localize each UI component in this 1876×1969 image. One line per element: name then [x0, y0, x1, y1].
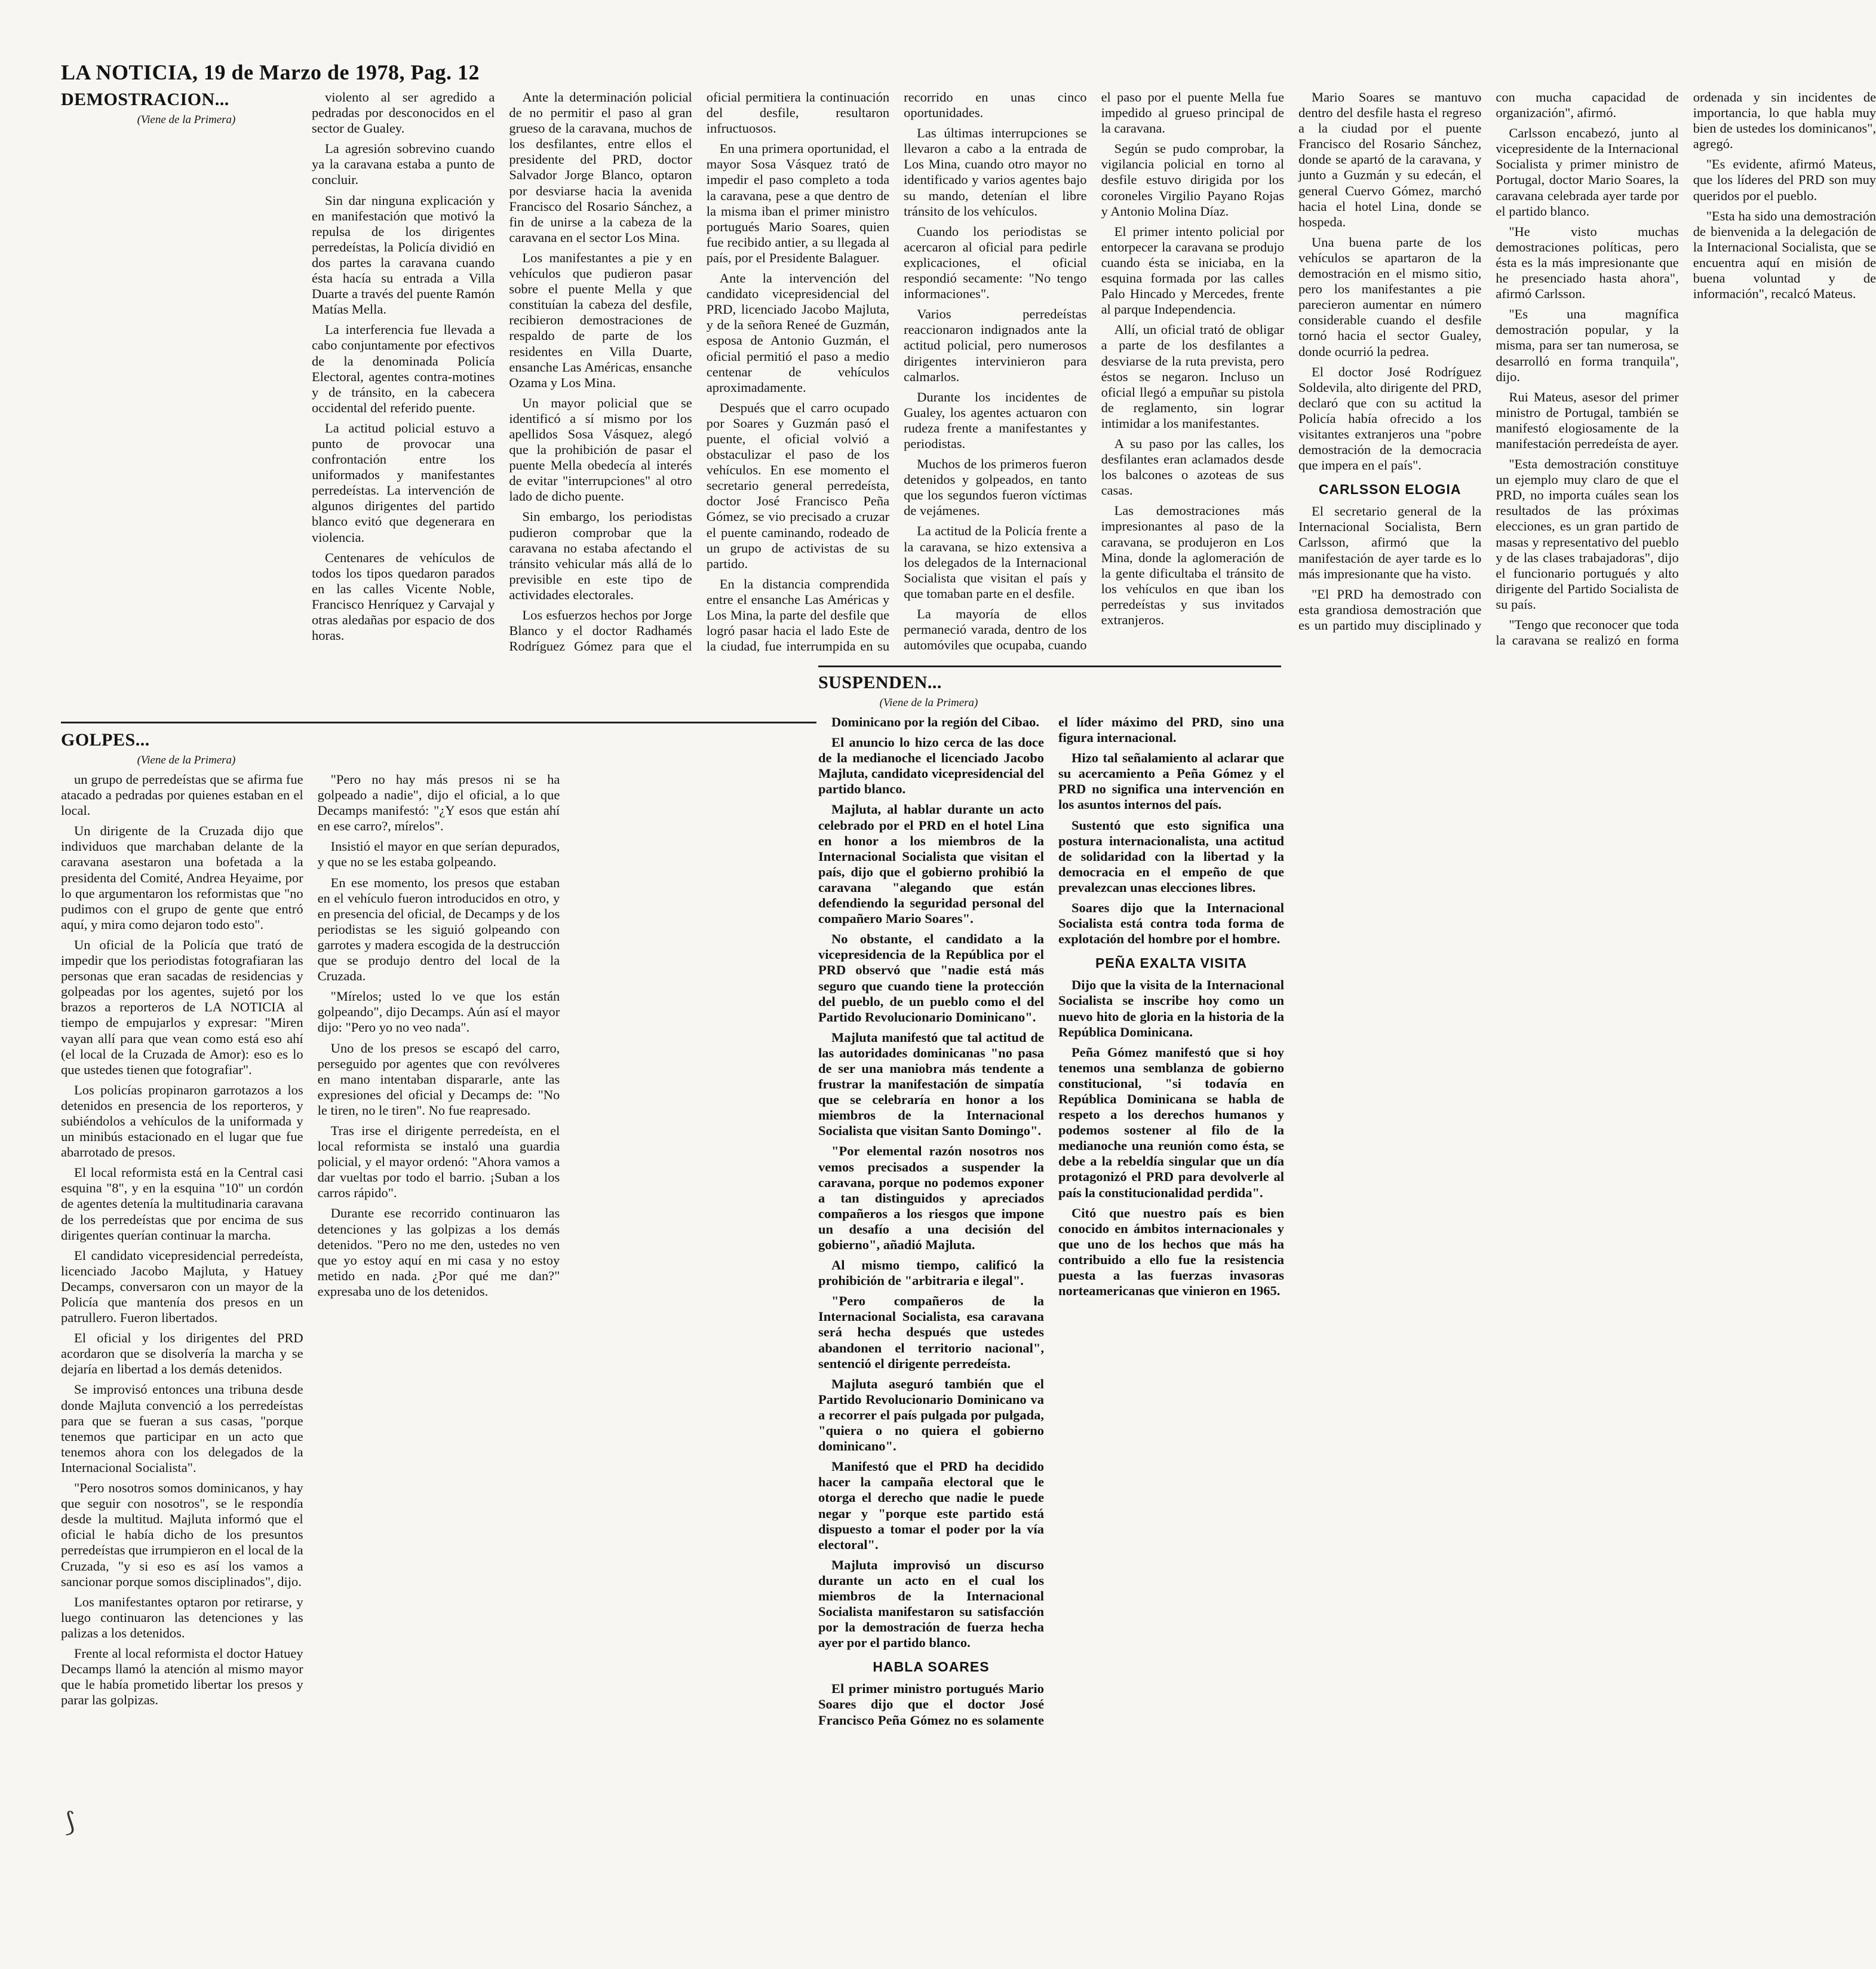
demostracion-paragraph: La actitud policial estuvo a punto de provocar una confrontación entre los uniformados y manifestantes perredeístas. La intervención de algunos dirigentes del partido blanco evitó que degenerara en violencia.: [312, 420, 495, 545]
demostracion-paragraph: Según se pudo comprobar, la vigilancia policial en torno al desfile estuvo dirigida por los coroneles Virgilio Payano Rojas y Antonio Molina Díaz.: [1101, 141, 1284, 219]
golpes-paragraph: Insistió el mayor en que serían depurados, y que no se les estaba golpeando.: [317, 839, 560, 870]
suspenden-paragraph: El anuncio lo hizo cerca de las doce de la medianoche el licenciado Jacobo Majluta, candidato vicepresidencial del partido blanco.: [818, 735, 1044, 797]
golpes-paragraph: Durante ese recorrido continuaron las detenciones y las golpizas a los demás detenidos. "Pero no me den, ustedes no ven que yo estoy aquí en mi casa y no estoy metido en nada. ¿Por qué me dan?" expresaba uno de los detenidos.: [317, 1206, 560, 1299]
soares-paragraph: Hizo tal señalamiento al aclarar que su acercamiento a Peña Gómez y el PRD no significa una intervención en los asuntos internos del país.: [1058, 750, 1284, 812]
article-body-golpes: [61, 772, 816, 1740]
demostracion-paragraph: Varios perredeístas reaccionaron indignados ante la actitud policial, pero numerosos dirigentes intervinieron para calmarlos.: [904, 306, 1087, 384]
suspenden-paragraph: Majluta, al hablar durante un acto celebrado por el PRD en el hotel Lina en honor a los miembros de la Internacional Socialista que visitan el país, dijo que el gobierno prohibió la caravana "alegando que están defendiendo la seguridad personal del compañero Mario Soares".: [818, 802, 1044, 927]
carlsson-paragraph: Rui Mateus, asesor del primer ministro de Portugal, también se manifestó elogiosamente de la manifestación perredeísta de ayer.: [1496, 389, 1679, 451]
article-subtitle-suspenden: (Viene de la Primera): [879, 697, 978, 709]
soares-paragraph: El primer ministro portugués Mario Soares dijo que el doctor José Francisco Peña Gómez no es solamente el líder máximo del PRD, sino una figura internacional.: [818, 714, 1284, 1728]
demostracion-paragraph: En una primera oportunidad, el mayor Sosa Vásquez trató de impedir el paso completo a toda la caravana, pese a que dentro de la misma iban el primer ministro portugués Mario Soares, quien fue recibido antier, a su llegada al país, por el Presidente Balaguer.: [706, 141, 890, 265]
soares-paragraph: Soares dijo que la Internacional Socialista está contra toda forma de explotación del hombre por el hombre.: [1058, 900, 1284, 947]
article-suspenden: [818, 673, 1284, 1760]
article-body-suspenden: [818, 714, 1284, 1742]
suspenden-paragraph: Manifestó que el PRD ha decidido hacer la campaña electoral que le otorga el derecho que nadie le puede negar y "porque este partido está dispuesto a tomar el poder por la vía electoral".: [818, 1459, 1044, 1552]
demostracion-paragraph: Ante la intervención del candidato vicepresidencial del PRD, licenciado Jacobo Majluta, y de la señora Reneé de Guzmán, esposa de Antonio Guzmán, el oficial permitió el paso a medio centenar de vehículos aproximadamente.: [706, 271, 890, 395]
demostracion-paragraph: Las últimas interrupciones se llevaron a cabo a la entrada de Los Mina, cuando otro mayor no identificado y varios agentes bajo su mando, detenían el libre tránsito de los vehículos.: [904, 125, 1087, 219]
pena-paragraph: Peña Gómez manifestó que si hoy tenemos una semblanza de gobierno constitucional, "si todavía en República Dominicana se habla de respeto a los derechos humanos y podemos sostener al filo de la medianoche una reunión como ésta, se debe a la rebeldía singular que un día protagonizó el PRD para devolverle al país la constitucionalidad perdida".: [1058, 1044, 1284, 1200]
golpes-paragraph: Frente al local reformista el doctor Hatuey Decamps llamó la atención al mismo mayor que le había prometido libertar los presos y parar las golpizas.: [61, 1645, 303, 1708]
golpes-paragraph: Los policías propinaron garrotazos a los detenidos en presencia de los reporteros, y subiéndolos a vehículos de la uniformada y un minibús estacionado en el lugar que fue abarrotado de presos.: [61, 1082, 303, 1160]
carlsson-paragraph: "Esta ha sido una demostración de bienvenida a la delegación de la Internacional Socialista, que se encuentra aquí en misión de buena voluntad y de información", recalcó Mateus.: [1693, 208, 1876, 302]
golpes-paragraph: Se improvisó entonces una tribuna desde donde Majluta convenció a los perredeístas para que se fueran a sus casas, "porque tenemos que participar en un acto que tenemos ahora con los delegados de la Internacional Socialista".: [61, 1382, 303, 1475]
article-title-golpes: GOLPES...: [61, 730, 150, 750]
carlsson-paragraph: "Es evidente, afirmó Mateus, que los líderes del PRD son muy queridos por el pueblo.: [1693, 157, 1876, 203]
pena-paragraph: Dijo que la visita de la Internacional Socialista se inscribe hoy como un nuevo hito de gloria en la historia de la República Dominicana.: [1058, 977, 1284, 1039]
demostracion-paragraph: Los esfuerzos hechos por Jorge Blanco y el doctor Radhamés Rodríguez Gómez para que el oficial permitiera la continuación del desfile, resultaron infructuosos.: [509, 90, 890, 654]
section-rule-right: [818, 665, 1281, 667]
demostracion-paragraph: La mayoría de ellos permaneció varada, dentro de los automóviles que ocupaba, cuando el paso por el puente Mella fue impedido al grueso principal de la caravana.: [904, 90, 1284, 653]
demostracion-paragraph: El doctor José Rodríguez Soldevila, alto dirigente del PRD, declaró que con su actitud la Policía había ofrecido a los visitantes extranjeros una "pobre demostración de la democracia que impera en el país".: [1298, 364, 1482, 473]
demostracion-paragraph: La agresión sobrevino cuando ya la caravana estaba a punto de concluir.: [312, 141, 495, 188]
carlsson-paragraph: "El PRD ha demostrado con esta grandiosa demostración que es un partido muy disciplinado y con mucha capacidad de organización", afirmó.: [1298, 90, 1679, 633]
soares-paragraph: Sustentó que esto significa una postura internacionalista, una actitud de solidaridad con la libertad y la democracia en el empeño de que prevalezcan unas elecciones libres.: [1058, 817, 1284, 895]
demostracion-paragraph: El primer intento policial por entorpecer la caravana se produjo cuando ésta se iniciaba, en la esquina formada por las calles Palo Hincado y Mercedes, frente al parque Independencia.: [1101, 223, 1284, 317]
demostracion-paragraph: Los manifestantes a pie y en vehículos que pudieron pasar sobre el puente Mella y que constituían la cabeza del desfile, recibieron demostraciones de respaldo de parte de los residentes en Villa Duarte, ensanche Las Américas, ensanche Ozama y Los Mina.: [509, 250, 692, 390]
carlsson-paragraph: "Esta demostración constituye un ejemplo muy claro de que el PRD, no importa cuáles sean los resultados de las próximas elecciones, es un gran partido de masas y representativo del pueblo y de las clases trabajadoras", dijo el funcionario portugués y alto dirigente del Partido Socialista de su país.: [1496, 456, 1679, 612]
suspenden-paragraph: No obstante, el candidato a la vicepresidencia de la República por el PRD observó que "nadie está más seguro que cuando tiene la protección del pueblo, de un pueblo como el del Partido Revolucionario Dominicano".: [818, 931, 1044, 1025]
demostracion-paragraph: Sin dar ninguna explicación y en manifestación que motivó la repulsa de los dirigentes perredeístas, la Policía dividió en dos partes la caravana cuando ésta hacía su entrada a Villa Duarte a través del puente Ramón Matías Mella.: [312, 192, 495, 317]
demostracion-paragraph: Durante los incidentes de Gualey, los agentes actuaron con rudeza frente a manifestantes y periodistas.: [904, 389, 1087, 451]
golpes-paragraph: Uno de los presos se escapó del carro, perseguido por agentes que con revólveres en mano intentaban dispararle, ante las expresiones del oficial y Decamps de: "No le tiren, no le tiren". No fue reapresado.: [317, 1040, 560, 1118]
golpes-paragraph: "Pero nosotros somos dominicanos, y hay que seguir con nosotros", se le respondía desde la multitud. Majluta informó que el oficial le había dicho de los presuntos perredeístas que irrumpieron en el local de la Cruzada, "y si eso es así los vamos a sancionar porque somos disciplinados", dijo.: [61, 1480, 303, 1589]
carlsson-paragraph: El secretario general de la Internacional Socialista, Bern Carlsson, afirmó que la manifestación de ayer tarde es lo más impresionante que ha visto.: [1298, 504, 1482, 581]
carlsson-paragraph: "Es una magnífica demostración popular, y la misma, para ser tan numerosa, se desarrolló en forma tranquila", dijo.: [1496, 306, 1679, 384]
golpes-paragraph: Tras irse el dirigente perredeísta, en el local reformista se instaló una guardia policial, y el mayor ordenó: "Ahora vamos a dar vueltas por todo el barrio. ¡Suban a los carros rápido".: [317, 1122, 560, 1201]
paragraph-group-pena: [1058, 977, 1284, 1299]
golpes-paragraph: El local reformista está en la Central casi esquina "8", y en la esquina "10" un cordón de agentes detenía la multitudinaria caravana de los perredeístas que por encima de sus dirigentes querían continuar la marcha.: [61, 1165, 303, 1243]
demostracion-paragraph: Mario Soares se mantuvo dentro del desfile hasta el regreso a la ciudad por el puente Francisco del Rosario Sánchez, donde se apartó de la caravana, y junto a Guzmán y su edecán, el general Cuervo Gómez, marchó hacia el hotel Lina, donde se hospeda.: [1298, 90, 1482, 229]
suspenden-paragraph: Al mismo tiempo, calificó la prohibición de "arbitraria e ilegal".: [818, 1258, 1044, 1289]
subhead-habla-soares: HABLA SOARES: [873, 1659, 990, 1675]
golpes-paragraph: Un dirigente de la Cruzada dijo que individuos que marchaban delante de la caravana asestaron una bofetada a la presidenta del Comité, Andrea Heyaime, por lo que argumentaron los reformistas que "no pudimos con el grupo de gente que entró aquí, y mira como dejaron todo esto".: [61, 823, 303, 932]
golpes-paragraph: "Mírelos; usted lo ve que los están golpeando", dijo Decamps. Aún así el mayor dijo: "Pero yo no veo nada".: [317, 989, 560, 1035]
carlsson-paragraph: Carlsson encabezó, junto al vicepresidente de la Internacional Socialista y primer ministro de Portugal, doctor Mario Soares, la caravana celebrada ayer tarde por el partido blanco.: [1496, 125, 1679, 219]
demostracion-paragraph: violento al ser agredido a pedradas por desconocidos en el sector de Gualey.: [312, 90, 495, 136]
golpes-paragraph: Los manifestantes optaron por retirarse, y luego continuaron las detenciones y las palizas a los detenidos.: [61, 1594, 303, 1640]
demostracion-paragraph: A su paso por las calles, los desfilantes eran aclamados desde los balcones o azoteas de sus casas.: [1101, 435, 1284, 498]
carlsson-paragraph: "He visto muchas demostraciones políticas, pero ésta es la más impresionante que he presenciado hasta ahora", afirmó Carlsson.: [1496, 223, 1679, 302]
article-subtitle: (Viene de la Primera): [137, 114, 236, 126]
carlsson-paragraph: "Tengo que reconocer que toda la caravana se realizó en forma ordenada y sin incidentes de importancia, lo que habla muy bien de ustedes los dominicanos", agregó.: [1496, 90, 1876, 648]
golpes-paragraph: Un oficial de la Policía que trató de impedir que los periodistas fotografiaran las personas que eran sacadas de residencias y golpeadas por los agentes, sujetó por los brazos a reporteros de LA NOTICIA al tiempo de empujarlos y expresar: "Miren vayan allí para que vean como está eso ahí (el local de la Cruzada de Amor): eso es lo que ustedes tienen que fotografiar".: [61, 937, 303, 1077]
suspenden-paragraph: "Pero compañeros de la Internacional Socialista, esa caravana será hecha después que ustedes abandonen el territorio nacional", sentenció el dirigente perredeísta.: [818, 1293, 1044, 1371]
article-golpes: [61, 730, 816, 1758]
golpes-paragraph: El oficial y los dirigentes del PRD acordaron que se disolvería la marcha y se dejaría en libertad a los demás detenidos.: [61, 1330, 303, 1377]
page-scan-mark: ⟆: [65, 1808, 75, 1837]
demostracion-paragraph: Después que el carro ocupado por Soares y Guzmán pasó el puente, el oficial volvió a obstaculizar el paso de los vehículos. En ese momento el secretario general perredeísta, doctor José Francisco Peña Gómez, se vio precisado a cruzar el puente caminando, rodeado de un grupo de activistas de su partido.: [706, 400, 890, 571]
demostracion-paragraph: Cuando los periodistas se acercaron al oficial para pedirle explicaciones, el oficial respondió secamente: "No tengo informaciones".: [904, 223, 1087, 302]
demostracion-paragraph: Las demostraciones más impresionantes al paso de la caravana, se produjeron en Los Mina, donde la aglomeración de la gente dificultaba el tránsito de los vehículos en que iban los perredeístas y sus invitados extranjeros.: [1101, 503, 1284, 627]
golpes-paragraph: "Pero no hay más presos ni se ha golpeado a nadie", dijo el oficial, a lo que Decamps manifestó: "¿Y esos que están ahí en ese carro?, mírelos".: [317, 772, 560, 834]
demostracion-paragraph: La actitud de la Policía frente a la caravana, se hizo extensiva a los delegados de la Internacional Socialista que visitan el país y que tomaban parte en el desfile.: [904, 523, 1087, 601]
subhead-carlsson: CARLSSON ELOGIA: [1318, 481, 1462, 498]
suspenden-paragraph: Majluta improvisó un discurso durante un acto en el cual los miembros de la Internacional Socialista manifestaron su satisfacción por la demostración de fuerza hecha ayer por el partido blanco.: [818, 1557, 1044, 1651]
suspenden-paragraph: Majluta manifestó que tal actitud de las autoridades dominicanas "no pasa de ser una maniobra más tendente a frustrar la manifestación de simpatía que se celebraría en honor a los miembros de la Internacional Socialista que visitan Santo Domingo".: [818, 1029, 1044, 1139]
suspenden-paragraph: Majluta aseguró también que el Partido Revolucionario Dominicano va a recorrer el país pulgada por pulgada, "quiera o no quiera el gobierno dominicano".: [818, 1376, 1044, 1454]
pena-paragraph: Citó que nuestro país es bien conocido en ámbitos internacionales y que uno de los hechos que más ha contribuido a ello fue la resistencia puesta a las fuerzas invasoras norteamericanas que vinieron en 1965.: [1058, 1205, 1284, 1299]
article-demostracion: [61, 90, 1876, 660]
article-title-demostracion: DEMOSTRACION...: [61, 90, 229, 109]
demostracion-paragraph: Una buena parte de los vehículos se apartaron de la demostración en el mismo sitio, pero los manifestantes a pie parecieron aumentar en número considerable cuando el desfile tornó hacia el sector Gualey, donde ocurrió la pedrea.: [1298, 234, 1482, 359]
demostracion-paragraph: Sin embargo, los periodistas pudieron comprobar que la caravana no estaba afectando el tránsito vehicular más allá de lo previsible en este tipo de actividades electorales.: [509, 509, 692, 602]
suspenden-paragraph: "Por elemental razón nosotros nos vemos precisados a suspender la caravana, porque no podemos exponer a tan distinguidos y apreciados compañeros a los riesgos que impone un desafío a una decisión del gobierno", añadió Majluta.: [818, 1143, 1044, 1252]
demostracion-paragraph: En la distancia comprendida entre el ensanche Las Américas y Los Mina, la parte del desfile que logró pasar hacia el lado Este de la ciudad, fue interrumpida en su recorrido en unas cinco oportunidades.: [706, 90, 1087, 654]
demostracion-paragraph: Allí, un oficial trató de obligar a parte de los desfilantes a desviarse de la ruta prevista, pero éstos se negaron. Incluso un oficial llegó a empuñar su pistola de reglamento, sin lograr intimidar a los manifestantes.: [1101, 322, 1284, 431]
golpes-paragraph: En ese momento, los presos que estaban en el vehículo fueron introducidos en otro, y en presencia del oficial, de Decamps y de los periodistas se les siguió golpeando con garrotes y madera escogida de la destrucción que se produjo dentro del local de la Cruzada.: [317, 875, 560, 984]
paragraph-group-suspenden: [818, 714, 1044, 1651]
demostracion-paragraph: Muchos de los primeros fueron detenidos y golpeados, en tanto que los segundos fueron víctimas de vejámenes.: [904, 456, 1087, 519]
golpes-paragraph: un grupo de perredeístas que se afirma fue atacado a pedradas por quienes estaban en el local.: [61, 772, 303, 818]
subhead-pena-exalta: PEÑA EXALTA VISITA: [1095, 955, 1247, 971]
page-header: LA NOTICIA, 19 de Marzo de 1978, Pag. 12: [61, 60, 480, 84]
demostracion-paragraph: Un mayor policial que se identificó a sí mismo por los apellidos Sosa Vásquez, alegó que la prohibición de pasar el puente Mella obedecía al interés de evitar "interrupciones" al otro lado de dicho puente.: [509, 395, 692, 504]
golpes-paragraph: El candidato vicepresidencial perredeísta, licenciado Jacobo Majluta, y Hatuey Decamps, conversaron con un mayor de la Policía que mantenía dos presos en un patrullero. Fueron libertados.: [61, 1247, 303, 1326]
suspenden-paragraph: Dominicano por la región del Cibao.: [831, 714, 1039, 729]
demostracion-paragraph: Centenares de vehículos de todos los tipos quedaron parados en las calles Vicente Noble, Francisco Henríquez y Carvajal y otras aledañas por espacio de dos horas.: [312, 550, 495, 643]
demostracion-paragraph: Ante la determinación policial de no permitir el paso al gran grueso de la caravana, muchos de los desfilantes, entre ellos el presidente del PRD, doctor Salvador Jorge Blanco, optaron por desviarse hacia la avenida Francisco del Rosario Sánchez, a fin de unirse a la cabeza de la caravana en el sector Los Mina.: [509, 90, 692, 245]
article-title-suspenden: SUSPENDEN...: [818, 673, 942, 692]
demostracion-paragraph: La interferencia fue llevada a cabo conjuntamente por efectivos de la denominada Policía Electoral, agentes contra-motines y de tránsito, en la cabecera occidental del referido puente.: [312, 322, 495, 415]
section-rule-left: [61, 722, 816, 723]
article-body-demostracion: [312, 90, 1876, 660]
article-subtitle-golpes: (Viene de la Primera): [137, 754, 236, 766]
